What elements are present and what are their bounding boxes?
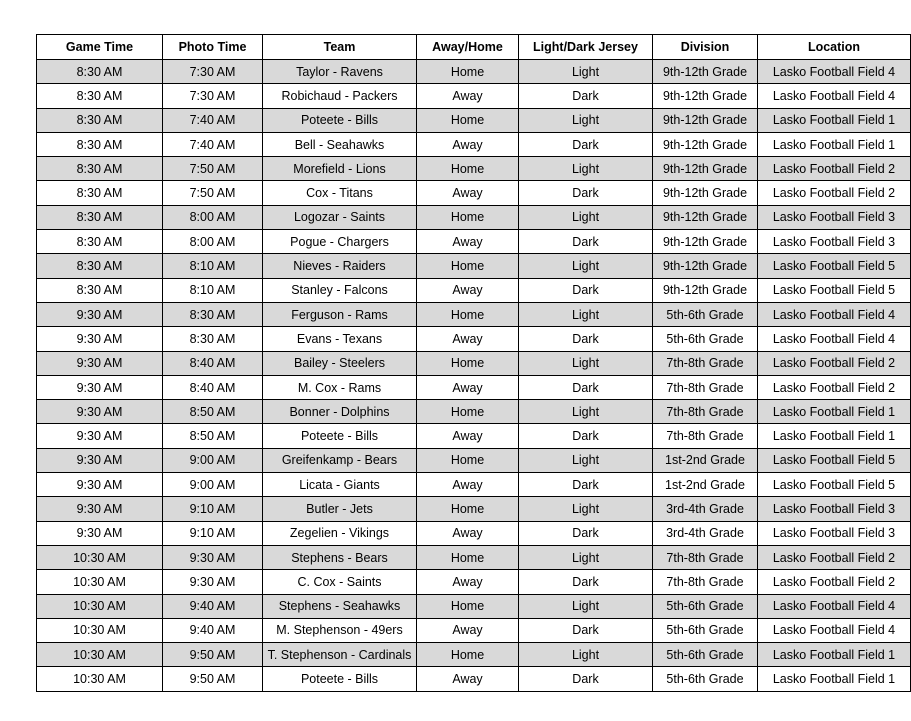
cell-location: Lasko Football Field 1 xyxy=(758,643,911,667)
cell-division: 9th-12th Grade xyxy=(653,60,758,84)
cell-away-home: Away xyxy=(417,424,519,448)
cell-game-time: 10:30 AM xyxy=(37,667,163,691)
cell-jersey: Light xyxy=(519,108,653,132)
cell-division: 7th-8th Grade xyxy=(653,400,758,424)
cell-photo-time: 9:00 AM xyxy=(163,448,263,472)
cell-game-time: 9:30 AM xyxy=(37,327,163,351)
cell-location: Lasko Football Field 4 xyxy=(758,60,911,84)
cell-location: Lasko Football Field 3 xyxy=(758,521,911,545)
cell-photo-time: 9:30 AM xyxy=(163,545,263,569)
table-row xyxy=(37,545,911,569)
table-header xyxy=(37,35,911,60)
cell-jersey: Dark xyxy=(519,375,653,399)
table-row xyxy=(37,448,911,472)
cell-location: Lasko Football Field 4 xyxy=(758,84,911,108)
cell-location: Lasko Football Field 1 xyxy=(758,667,911,691)
cell-game-time: 8:30 AM xyxy=(37,230,163,254)
cell-game-time: 8:30 AM xyxy=(37,108,163,132)
cell-game-time: 10:30 AM xyxy=(37,570,163,594)
cell-team: Poteete - Bills xyxy=(263,667,417,691)
cell-division: 9th-12th Grade xyxy=(653,108,758,132)
table-row xyxy=(37,205,911,229)
header-jersey: Light/Dark Jersey xyxy=(519,35,653,60)
cell-away-home: Away xyxy=(417,230,519,254)
table-row xyxy=(37,351,911,375)
table-row xyxy=(37,108,911,132)
table-row xyxy=(37,375,911,399)
cell-team: Pogue - Chargers xyxy=(263,230,417,254)
cell-photo-time: 8:30 AM xyxy=(163,302,263,326)
cell-away-home: Home xyxy=(417,157,519,181)
cell-photo-time: 9:30 AM xyxy=(163,570,263,594)
cell-team: Stephens - Seahawks xyxy=(263,594,417,618)
cell-photo-time: 8:10 AM xyxy=(163,254,263,278)
cell-team: Bonner - Dolphins xyxy=(263,400,417,424)
cell-team: Morefield - Lions xyxy=(263,157,417,181)
cell-away-home: Away xyxy=(417,570,519,594)
table-row xyxy=(37,521,911,545)
cell-team: Robichaud - Packers xyxy=(263,84,417,108)
cell-jersey: Dark xyxy=(519,230,653,254)
table-row xyxy=(37,618,911,642)
cell-photo-time: 8:50 AM xyxy=(163,400,263,424)
cell-location: Lasko Football Field 1 xyxy=(758,132,911,156)
cell-game-time: 8:30 AM xyxy=(37,181,163,205)
cell-location: Lasko Football Field 2 xyxy=(758,545,911,569)
cell-game-time: 10:30 AM xyxy=(37,594,163,618)
cell-division: 7th-8th Grade xyxy=(653,545,758,569)
cell-jersey: Dark xyxy=(519,84,653,108)
cell-photo-time: 7:50 AM xyxy=(163,157,263,181)
cell-location: Lasko Football Field 1 xyxy=(758,400,911,424)
cell-photo-time: 9:00 AM xyxy=(163,473,263,497)
cell-division: 5th-6th Grade xyxy=(653,594,758,618)
cell-division: 7th-8th Grade xyxy=(653,375,758,399)
cell-game-time: 9:30 AM xyxy=(37,424,163,448)
cell-division: 7th-8th Grade xyxy=(653,351,758,375)
cell-game-time: 9:30 AM xyxy=(37,302,163,326)
cell-division: 1st-2nd Grade xyxy=(653,473,758,497)
cell-away-home: Away xyxy=(417,327,519,351)
cell-game-time: 9:30 AM xyxy=(37,497,163,521)
cell-away-home: Home xyxy=(417,448,519,472)
cell-jersey: Light xyxy=(519,60,653,84)
cell-division: 7th-8th Grade xyxy=(653,570,758,594)
cell-division: 9th-12th Grade xyxy=(653,84,758,108)
cell-location: Lasko Football Field 4 xyxy=(758,594,911,618)
cell-away-home: Home xyxy=(417,60,519,84)
cell-photo-time: 8:00 AM xyxy=(163,205,263,229)
cell-division: 1st-2nd Grade xyxy=(653,448,758,472)
cell-game-time: 9:30 AM xyxy=(37,375,163,399)
cell-location: Lasko Football Field 5 xyxy=(758,473,911,497)
table-row xyxy=(37,230,911,254)
cell-location: Lasko Football Field 4 xyxy=(758,618,911,642)
cell-photo-time: 8:00 AM xyxy=(163,230,263,254)
cell-photo-time: 8:10 AM xyxy=(163,278,263,302)
cell-away-home: Away xyxy=(417,375,519,399)
cell-game-time: 8:30 AM xyxy=(37,60,163,84)
table-row xyxy=(37,400,911,424)
cell-division: 5th-6th Grade xyxy=(653,327,758,351)
cell-game-time: 9:30 AM xyxy=(37,351,163,375)
cell-team: Poteete - Bills xyxy=(263,424,417,448)
cell-division: 5th-6th Grade xyxy=(653,667,758,691)
cell-away-home: Home xyxy=(417,545,519,569)
cell-team: Ferguson - Rams xyxy=(263,302,417,326)
cell-division: 7th-8th Grade xyxy=(653,424,758,448)
cell-photo-time: 7:30 AM xyxy=(163,84,263,108)
cell-location: Lasko Football Field 2 xyxy=(758,181,911,205)
cell-team: Logozar - Saints xyxy=(263,205,417,229)
schedule-table xyxy=(36,34,911,692)
cell-away-home: Home xyxy=(417,594,519,618)
cell-division: 5th-6th Grade xyxy=(653,643,758,667)
table-row xyxy=(37,254,911,278)
table-row xyxy=(37,497,911,521)
cell-location: Lasko Football Field 2 xyxy=(758,351,911,375)
cell-team: Nieves - Raiders xyxy=(263,254,417,278)
cell-game-time: 8:30 AM xyxy=(37,84,163,108)
header-photo-time: Photo Time xyxy=(163,35,263,60)
cell-jersey: Dark xyxy=(519,667,653,691)
cell-photo-time: 9:10 AM xyxy=(163,497,263,521)
cell-game-time: 8:30 AM xyxy=(37,278,163,302)
cell-photo-time: 7:40 AM xyxy=(163,132,263,156)
table-body xyxy=(37,60,911,692)
header-team: Team xyxy=(263,35,417,60)
cell-location: Lasko Football Field 1 xyxy=(758,424,911,448)
cell-location: Lasko Football Field 4 xyxy=(758,327,911,351)
cell-location: Lasko Football Field 2 xyxy=(758,570,911,594)
table-row xyxy=(37,643,911,667)
cell-photo-time: 9:40 AM xyxy=(163,618,263,642)
cell-location: Lasko Football Field 2 xyxy=(758,157,911,181)
cell-team: Bell - Seahawks xyxy=(263,132,417,156)
cell-division: 9th-12th Grade xyxy=(653,230,758,254)
cell-game-time: 9:30 AM xyxy=(37,473,163,497)
cell-jersey: Light xyxy=(519,157,653,181)
cell-division: 9th-12th Grade xyxy=(653,278,758,302)
cell-team: Stephens - Bears xyxy=(263,545,417,569)
cell-jersey: Dark xyxy=(519,618,653,642)
cell-team: Licata - Giants xyxy=(263,473,417,497)
cell-team: C. Cox - Saints xyxy=(263,570,417,594)
cell-game-time: 8:30 AM xyxy=(37,132,163,156)
cell-photo-time: 7:30 AM xyxy=(163,60,263,84)
cell-team: Butler - Jets xyxy=(263,497,417,521)
header-location: Location xyxy=(758,35,911,60)
schedule-sheet xyxy=(36,34,911,692)
cell-jersey: Dark xyxy=(519,327,653,351)
cell-photo-time: 8:30 AM xyxy=(163,327,263,351)
cell-jersey: Light xyxy=(519,302,653,326)
cell-team: Cox - Titans xyxy=(263,181,417,205)
cell-photo-time: 9:50 AM xyxy=(163,667,263,691)
table-row xyxy=(37,181,911,205)
cell-team: M. Stephenson - 49ers xyxy=(263,618,417,642)
cell-team: Greifenkamp - Bears xyxy=(263,448,417,472)
cell-game-time: 10:30 AM xyxy=(37,643,163,667)
cell-team: Stanley - Falcons xyxy=(263,278,417,302)
cell-division: 9th-12th Grade xyxy=(653,254,758,278)
cell-photo-time: 8:50 AM xyxy=(163,424,263,448)
cell-away-home: Away xyxy=(417,667,519,691)
cell-away-home: Away xyxy=(417,278,519,302)
cell-away-home: Home xyxy=(417,254,519,278)
cell-photo-time: 9:40 AM xyxy=(163,594,263,618)
table-row xyxy=(37,302,911,326)
cell-jersey: Dark xyxy=(519,132,653,156)
cell-photo-time: 7:40 AM xyxy=(163,108,263,132)
cell-game-time: 8:30 AM xyxy=(37,157,163,181)
cell-photo-time: 8:40 AM xyxy=(163,351,263,375)
table-row xyxy=(37,424,911,448)
cell-team: Bailey - Steelers xyxy=(263,351,417,375)
cell-location: Lasko Football Field 1 xyxy=(758,108,911,132)
header-division: Division xyxy=(653,35,758,60)
cell-division: 5th-6th Grade xyxy=(653,302,758,326)
cell-team: Taylor - Ravens xyxy=(263,60,417,84)
cell-jersey: Light xyxy=(519,205,653,229)
cell-jersey: Light xyxy=(519,643,653,667)
cell-location: Lasko Football Field 4 xyxy=(758,302,911,326)
cell-division: 3rd-4th Grade xyxy=(653,521,758,545)
table-row xyxy=(37,157,911,181)
cell-jersey: Dark xyxy=(519,424,653,448)
cell-team: Poteete - Bills xyxy=(263,108,417,132)
cell-away-home: Away xyxy=(417,618,519,642)
cell-location: Lasko Football Field 3 xyxy=(758,205,911,229)
cell-location: Lasko Football Field 3 xyxy=(758,497,911,521)
cell-jersey: Light xyxy=(519,545,653,569)
cell-location: Lasko Football Field 5 xyxy=(758,448,911,472)
cell-away-home: Away xyxy=(417,84,519,108)
table-row xyxy=(37,327,911,351)
cell-away-home: Home xyxy=(417,205,519,229)
cell-photo-time: 7:50 AM xyxy=(163,181,263,205)
header-row xyxy=(37,35,911,60)
cell-jersey: Light xyxy=(519,594,653,618)
table-row xyxy=(37,60,911,84)
cell-game-time: 8:30 AM xyxy=(37,254,163,278)
cell-division: 9th-12th Grade xyxy=(653,132,758,156)
cell-division: 3rd-4th Grade xyxy=(653,497,758,521)
cell-jersey: Dark xyxy=(519,278,653,302)
header-away-home: Away/Home xyxy=(417,35,519,60)
table-row xyxy=(37,132,911,156)
cell-game-time: 10:30 AM xyxy=(37,618,163,642)
cell-game-time: 8:30 AM xyxy=(37,205,163,229)
cell-away-home: Away xyxy=(417,132,519,156)
cell-photo-time: 8:40 AM xyxy=(163,375,263,399)
cell-away-home: Away xyxy=(417,473,519,497)
cell-away-home: Home xyxy=(417,108,519,132)
cell-jersey: Dark xyxy=(519,473,653,497)
cell-team: Evans - Texans xyxy=(263,327,417,351)
cell-game-time: 10:30 AM xyxy=(37,545,163,569)
cell-division: 9th-12th Grade xyxy=(653,205,758,229)
cell-game-time: 9:30 AM xyxy=(37,521,163,545)
cell-photo-time: 9:10 AM xyxy=(163,521,263,545)
cell-jersey: Light xyxy=(519,448,653,472)
cell-away-home: Home xyxy=(417,351,519,375)
cell-location: Lasko Football Field 5 xyxy=(758,254,911,278)
cell-jersey: Light xyxy=(519,400,653,424)
cell-team: T. Stephenson - Cardinals xyxy=(263,643,417,667)
table-row xyxy=(37,570,911,594)
table-row xyxy=(37,278,911,302)
cell-away-home: Home xyxy=(417,497,519,521)
table-row xyxy=(37,594,911,618)
cell-jersey: Dark xyxy=(519,181,653,205)
cell-jersey: Light xyxy=(519,497,653,521)
cell-division: 9th-12th Grade xyxy=(653,157,758,181)
cell-away-home: Away xyxy=(417,181,519,205)
cell-team: Zegelien - Vikings xyxy=(263,521,417,545)
cell-jersey: Light xyxy=(519,351,653,375)
cell-game-time: 9:30 AM xyxy=(37,448,163,472)
cell-team: M. Cox - Rams xyxy=(263,375,417,399)
table-row xyxy=(37,473,911,497)
cell-location: Lasko Football Field 5 xyxy=(758,278,911,302)
cell-away-home: Home xyxy=(417,302,519,326)
cell-division: 5th-6th Grade xyxy=(653,618,758,642)
table-row xyxy=(37,667,911,691)
cell-location: Lasko Football Field 3 xyxy=(758,230,911,254)
cell-away-home: Home xyxy=(417,643,519,667)
cell-away-home: Away xyxy=(417,521,519,545)
cell-jersey: Light xyxy=(519,254,653,278)
cell-game-time: 9:30 AM xyxy=(37,400,163,424)
cell-jersey: Dark xyxy=(519,570,653,594)
cell-location: Lasko Football Field 2 xyxy=(758,375,911,399)
cell-division: 9th-12th Grade xyxy=(653,181,758,205)
header-game-time: Game Time xyxy=(37,35,163,60)
cell-jersey: Dark xyxy=(519,521,653,545)
table-row xyxy=(37,84,911,108)
cell-photo-time: 9:50 AM xyxy=(163,643,263,667)
cell-away-home: Home xyxy=(417,400,519,424)
